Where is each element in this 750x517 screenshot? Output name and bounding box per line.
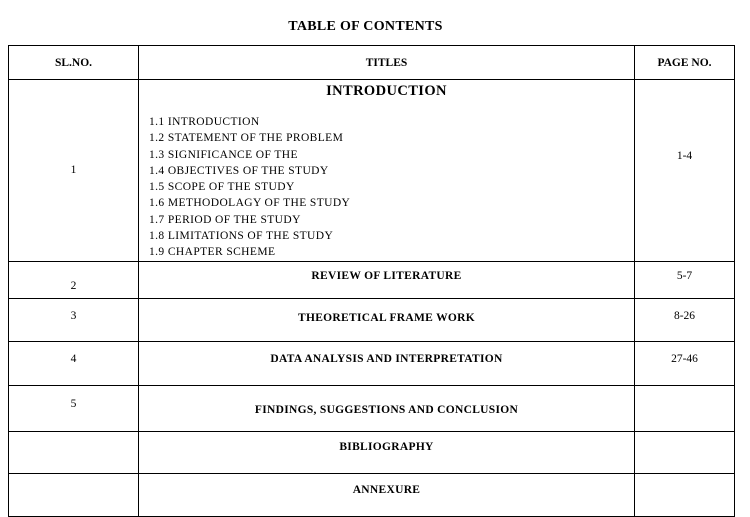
table-row	[9, 341, 735, 385]
sub-item: 1.5 SCOPE OF THE STUDY	[149, 181, 295, 194]
row-sl-no: 3	[9, 298, 139, 341]
header-titles: TITLES	[139, 46, 635, 80]
sub-item: 1.7 PERIOD OF THE STUDY	[149, 213, 301, 226]
sub-item: 1.8 LIMITATIONS OF THE STUDY	[149, 230, 334, 243]
row-sl-no	[9, 431, 139, 473]
row-sl-no: 2	[9, 261, 139, 298]
row-sl-no: 1	[9, 80, 139, 262]
table-header-row	[9, 46, 735, 80]
sub-item: 1.6 METHODOLAGY OF THE STUDY	[149, 197, 351, 210]
row-title: THEORETICAL FRAME WORK	[139, 298, 635, 341]
row-title: REVIEW OF LITERATURE	[139, 261, 635, 298]
sub-item: 1.1 INTRODUCTION	[149, 116, 260, 128]
sub-item: 1.3 SIGNIFICANCE OF THE	[149, 148, 298, 161]
sub-item: 1.4 OBJECTIVES OF THE STUDY	[149, 164, 329, 177]
sub-item-list	[139, 114, 634, 261]
row-page-no: 1-4	[635, 80, 735, 262]
row-title: DATA ANALYSIS AND INTERPRETATION	[139, 341, 635, 385]
row-sl-no	[9, 473, 139, 516]
table-row	[9, 298, 735, 341]
row-title: FINDINGS, SUGGESTIONS AND CONCLUSION	[139, 385, 635, 431]
table-row	[9, 80, 735, 262]
table-row	[9, 473, 735, 516]
row-page-no: 27-46	[635, 341, 735, 385]
document-title: TABLE OF CONTENTS	[288, 19, 443, 34]
row-page-no	[635, 431, 735, 473]
row-title: INTRODUCTION	[326, 83, 447, 99]
table-row	[9, 385, 735, 431]
sub-item: 1.2 STATEMENT OF THE PROBLEM	[149, 132, 344, 145]
row-title-cell	[139, 80, 635, 262]
header-page-no: PAGE NO.	[635, 46, 735, 80]
row-page-no: 5-7	[635, 261, 735, 298]
row-sl-no: 4	[9, 341, 139, 385]
row-page-no	[635, 385, 735, 431]
row-page-no: 8-26	[635, 298, 735, 341]
table-row	[9, 261, 735, 298]
row-title: ANNEXURE	[139, 473, 635, 516]
header-sl-no: SL.NO.	[9, 46, 139, 80]
table-row	[9, 431, 735, 473]
row-sl-no: 5	[9, 385, 139, 431]
row-page-no	[635, 473, 735, 516]
sub-item: 1.9 CHAPTER SCHEME	[149, 246, 276, 259]
row-title: BIBLIOGRAPHY	[139, 431, 635, 473]
table-of-contents	[8, 45, 735, 517]
